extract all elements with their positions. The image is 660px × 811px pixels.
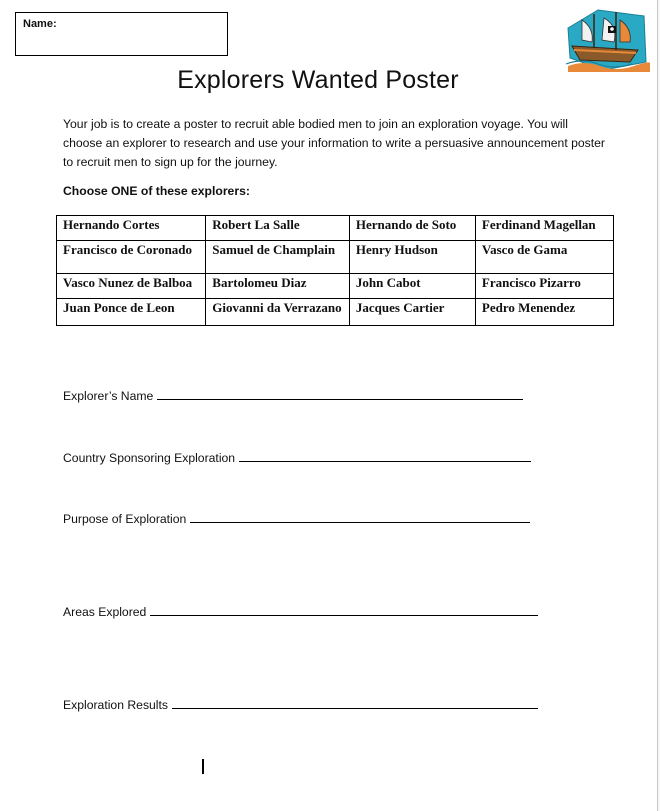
pirate-ship-icon bbox=[564, 6, 650, 72]
areas-explored-answer-line[interactable] bbox=[150, 603, 538, 616]
explorer-cell: Bartolomeu Diaz bbox=[206, 274, 350, 299]
table-row bbox=[57, 274, 614, 299]
exploration-results-label: Exploration Results bbox=[63, 698, 168, 712]
table-row bbox=[57, 299, 614, 326]
name-label: Name: bbox=[23, 18, 57, 30]
country-sponsoring-label: Country Sponsoring Exploration bbox=[63, 451, 236, 465]
areas-explored-label: Areas Explored bbox=[63, 605, 147, 619]
explorer-cell: Hernando Cortes bbox=[57, 216, 206, 241]
exploration-results-answer-line[interactable] bbox=[172, 696, 538, 709]
explorer-cell: John Cabot bbox=[349, 274, 475, 299]
page-title: Explorers Wanted Poster bbox=[177, 66, 459, 94]
explorer-cell: Hernando de Soto bbox=[349, 216, 475, 241]
explorer-name-answer-line[interactable] bbox=[157, 387, 523, 400]
name-box[interactable] bbox=[15, 12, 228, 56]
purpose-field bbox=[63, 510, 530, 526]
text-cursor bbox=[202, 759, 204, 774]
explorer-cell: Henry Hudson bbox=[349, 241, 475, 274]
explorer-cell: Giovanni da Verrazano bbox=[206, 299, 350, 326]
explorer-cell: Vasco de Gama bbox=[475, 241, 613, 274]
explorer-cell: Jacques Cartier bbox=[349, 299, 475, 326]
choose-explorer-label: Choose ONE of these explorers: bbox=[63, 184, 250, 198]
exploration-results-field bbox=[63, 696, 538, 712]
explorer-name-label: Explorer’s Name bbox=[63, 389, 154, 403]
purpose-label: Purpose of Exploration bbox=[63, 512, 187, 526]
explorer-name-field bbox=[63, 387, 523, 403]
explorer-cell: Robert La Salle bbox=[206, 216, 350, 241]
explorer-cell: Vasco Nunez de Balboa bbox=[57, 274, 206, 299]
country-sponsoring-field bbox=[63, 449, 531, 465]
explorer-cell: Samuel de Champlain bbox=[206, 241, 350, 274]
explorer-cell: Juan Ponce de Leon bbox=[57, 299, 206, 326]
areas-explored-field bbox=[63, 603, 538, 619]
explorer-cell: Francisco de Coronado bbox=[57, 241, 206, 274]
country-sponsoring-answer-line[interactable] bbox=[239, 449, 531, 462]
table-row bbox=[57, 241, 614, 274]
explorer-cell: Pedro Menendez bbox=[475, 299, 613, 326]
purpose-answer-line[interactable] bbox=[190, 510, 530, 523]
explorer-cell: Ferdinand Magellan bbox=[475, 216, 613, 241]
explorers-table bbox=[56, 215, 614, 326]
table-row bbox=[57, 216, 614, 241]
explorer-cell: Francisco Pizarro bbox=[475, 274, 613, 299]
instructions-paragraph: Your job is to create a poster to recruit able bodied men to join an exploration voyage. You will choose an explorer to research and use your information to write a persuasive announcement poster to recruit men to sign up for the journey. bbox=[63, 117, 605, 169]
